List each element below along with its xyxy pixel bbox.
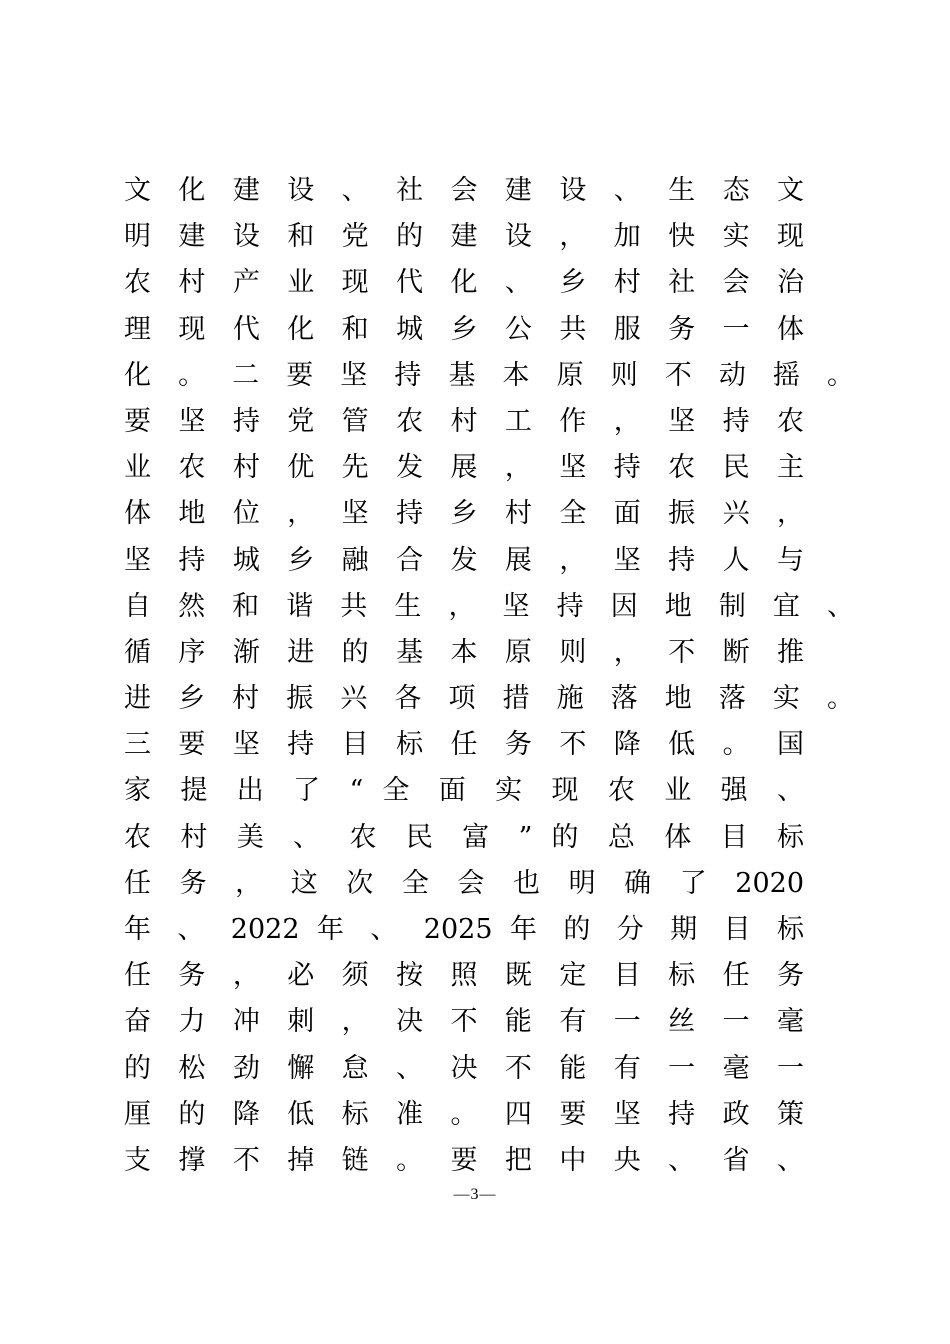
text-line: 任 务 ， 必 须 按 照 既 定 目 标 任 务 — [124, 960, 804, 992]
text-line: 奋 力 冲 刺 ， 决 不 能 有 一 丝 一 毫 — [124, 1006, 804, 1038]
text-line: 年 、 2022 年 、 2025 年 的 分 期 目 标 — [124, 914, 804, 945]
text-line: 文 化 建 设 、 社 会 建 设 、 生 态 文 — [124, 175, 804, 206]
text-line: 体 地 位 ， 坚 持 乡 村 全 面 振 兴 ， — [124, 498, 804, 530]
text-line: 支 撑 不 掉 链 。 要 把 中 央 、 省 、 — [124, 1144, 804, 1176]
text-line: 进 乡 村 振 兴 各 项 措 施 落 地 落 实 。 — [124, 683, 854, 715]
page-number: —3— — [453, 1186, 497, 1203]
text-line: 坚 持 城 乡 融 合 发 展 ， 坚 持 人 与 — [124, 544, 804, 576]
text-line: 化 。 二 要 坚 持 基 本 原 则 不 动 摇 。 — [124, 359, 854, 391]
text-line: 理 现 代 化 和 城 乡 公 共 服 务 一 体 — [124, 313, 804, 345]
text-line: 的 松 劲 懈 怠 、 决 不 能 有 一 毫 一 — [124, 1052, 804, 1084]
text-line: 明 建 设 和 党 的 建 设 ， 加 快 实 现 — [124, 221, 804, 253]
text-line: 要 坚 持 党 管 农 村 工 作 ， 坚 持 农 — [124, 405, 804, 437]
text-line: 业 农 村 优 先 发 展 ， 坚 持 农 民 主 — [124, 452, 804, 484]
body-text — [124, 168, 854, 1184]
text-line: 循 序 渐 进 的 基 本 原 则 ， 不 断 推 — [124, 636, 804, 668]
text-line: 三 要 坚 持 目 标 任 务 不 降 低 。 国 — [124, 729, 804, 761]
text-line: 家 提 出 了 “ 全 面 实 现 农 业 强 、 — [124, 775, 804, 807]
text-line: 自 然 和 谐 共 生 ， 坚 持 因 地 制 宜 、 — [124, 590, 854, 622]
text-line: 农 村 美 、 农 民 富 ” 的 总 体 目 标 — [124, 821, 804, 853]
text-line: 厘 的 降 低 标 准 。 四 要 坚 持 政 策 — [124, 1098, 804, 1130]
text-line: 农 村 产 业 现 代 化 、 乡 村 社 会 治 — [124, 267, 804, 299]
text-line: 任 务 ， 这 次 全 会 也 明 确 了 2020 — [124, 867, 804, 899]
